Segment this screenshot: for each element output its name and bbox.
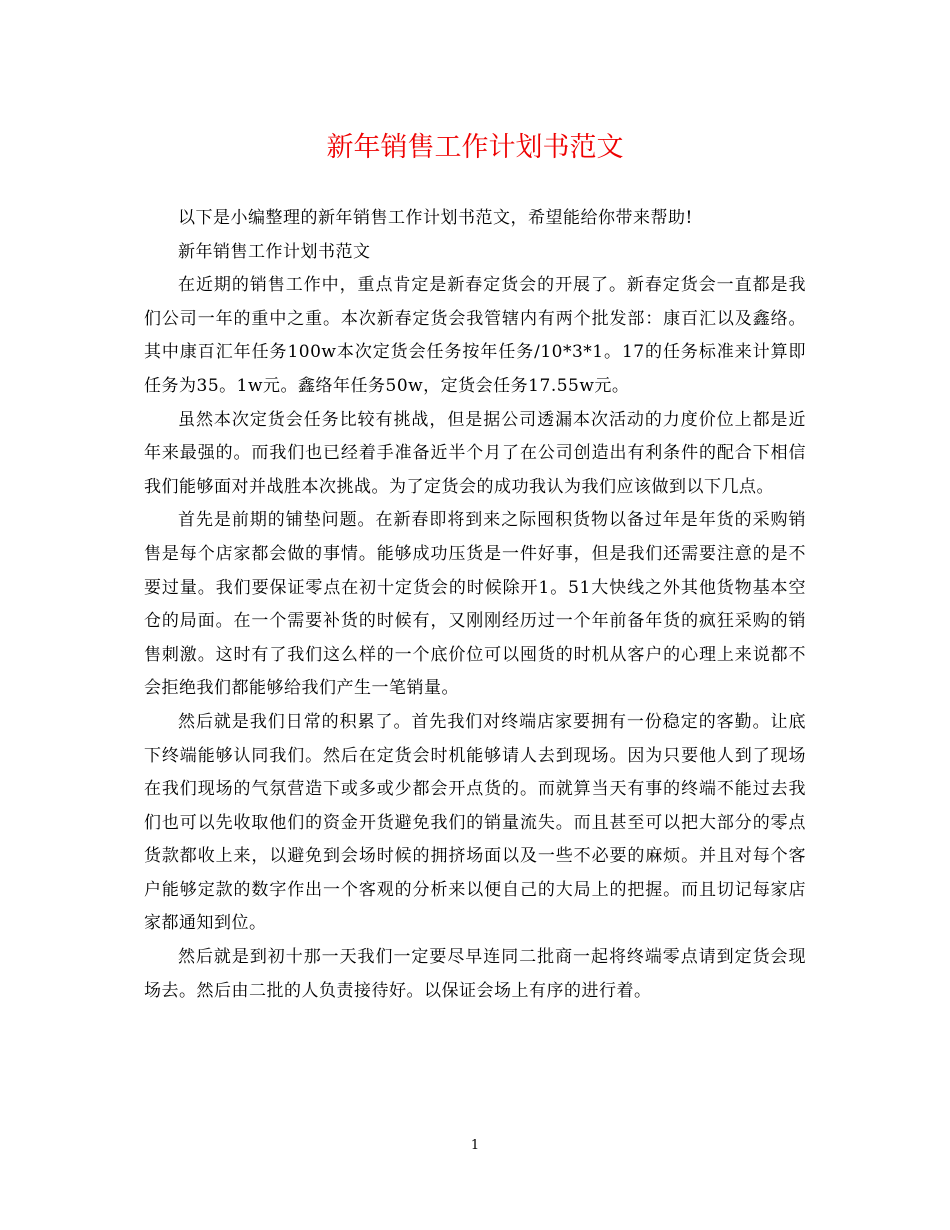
paragraph-1: 在近期的销售工作中，重点肯定是新春定货会的开展了。新春定货会一直都是我们公司一年的重中之重。本次新春定货会我管辖内有两个批发部：康百汇以及鑫络。其中康百汇年任务100w本次定货会任务按年任务/10*3*1。17的任务标准来计算即任务为35。1w元。鑫络年任务50w，定货会任务17.55w元。 bbox=[144, 275, 806, 396]
paragraph-intro: 以下是小编整理的新年销售工作计划书范文，希望能给你带来帮助! bbox=[178, 208, 693, 228]
document-body bbox=[144, 202, 806, 1008]
paragraph-2: 虽然本次定货会任务比较有挑战，但是据公司透漏本次活动的力度价位上都是近年来最强的。而我们也已经着手准备近半个月了在公司创造出有利条件的配合下相信我们能够面对并战胜本次挑战。为了定货会的成功我认为我们应该做到以下几点。 bbox=[144, 409, 806, 497]
paragraph-subtitle: 新年销售工作计划书范文 bbox=[178, 241, 371, 262]
paragraph-4: 然后就是我们日常的积累了。首先我们对终端店家要拥有一份稳定的客勤。让底下终端能够认同我们。然后在定货会时机能够请人去到现场。因为只要他人到了现场在我们现场的气氛营造下或多或少都会开点货的。而就算当天有事的终端不能过去我们也可以先收取他们的资金开货避免我们的销量流失。而且甚至可以把大部分的零点货款都收上来，以避免到会场时候的拥挤场面以及一些不必要的麻烦。并且对每个客户能够定款的数字作出一个客观的分析来以便自己的大局上的把握。而且切记每家店家都通知到位。 bbox=[144, 711, 806, 934]
page-number: 1 bbox=[470, 1138, 480, 1153]
paragraph-3: 首先是前期的铺垫问题。在新春即将到来之际囤积货物以备过年是年货的采购销售是每个店家都会做的事情。能够成功压货是一件好事，但是我们还需要注意的是不要过量。我们要保证零点在初十定货会的时候除开1。51大快线之外其他货物基本空仓的局面。在一个需要补货的时候有，又刚刚经历过一个年前备年货的疯狂采购的销售刺激。这时有了我们这么样的一个底价位可以囤货的时机从客户的心理上来说都不会拒绝我们都能够给我们产生一笔销量。 bbox=[144, 510, 806, 699]
paragraph-5: 然后就是到初十那一天我们一定要尽早连同二批商一起将终端零点请到定货会现场去。然后由二批的人负责接待好。以保证会场上有序的进行着。 bbox=[144, 947, 806, 1001]
document-title: 新年销售工作计划书范文 bbox=[326, 132, 624, 163]
